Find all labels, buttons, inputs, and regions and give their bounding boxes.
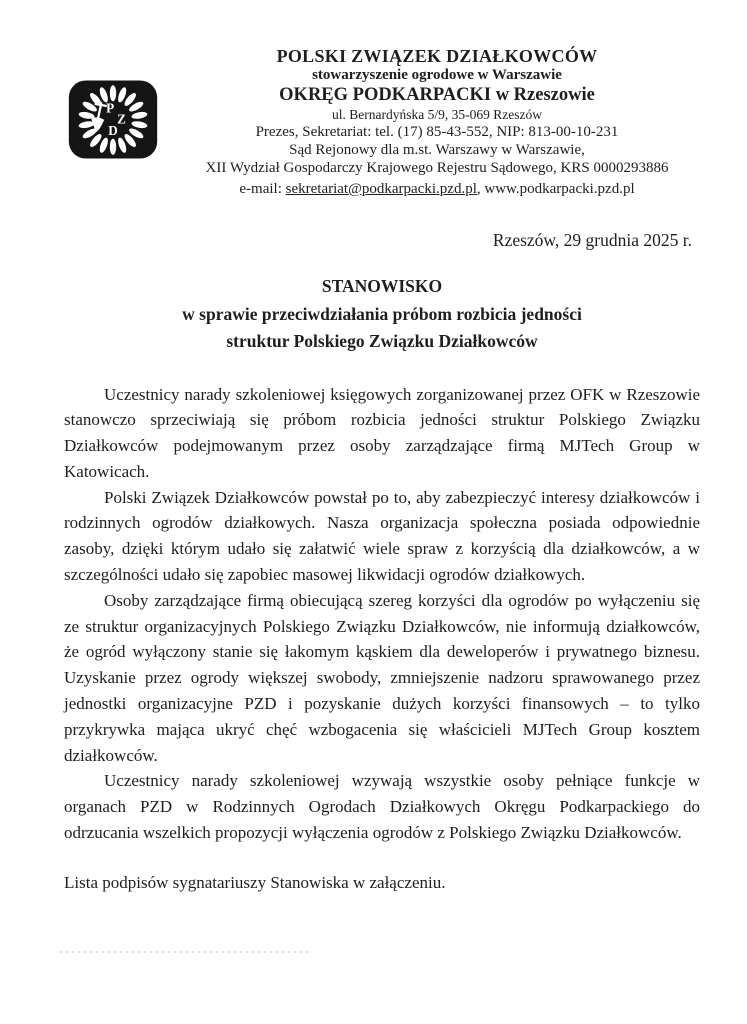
logo-letter-d: D [108, 123, 118, 139]
court-line-2: XII Wydział Gospodarczy Krajowego Rejestru Sądowego, KRS 0000293886 [205, 160, 669, 176]
title-line-3: struktur Polskiego Związku Działkowców [226, 331, 538, 351]
contact-line: Prezes, Sekretariat: tel. (17) 85-43-552, NIP: 813-00-10-231 [255, 124, 619, 140]
paragraph-2: Polski Związek Działkowców powstał po to, aby zabezpieczyć interesy działkowców i rodzinnych ogrodów działkowych. Nasza organizacja społeczna posiada odpowiednie zasoby, dzięki którym udało się załatwić wiele spraw z korzyścią dla działkowców, a w szczególności udało się zapobiec masowej likwidacji ogrodów działkowych. [64, 487, 700, 585]
paragraph-3: Osoby zarządzające firmą obiecującą szereg korzyści dla ogrodów po wyłączeniu się ze struktur organizacyjnych Polskiego Związku Działkowców, nie informują działkowców, że ogród wyłączony stanie się łakomym kąskiem dla deweloperów i prywatnego biznesu. Uzyskanie przez ogrody większej swobody, zmniejszenie nadzoru sprawowanego przez jednostki organizacyjne PZD i pozyskanie dużych korzyści finansowych – to tylko przykrywka mająca ukryć chęć wzbogacenia się właścicieli MJTech Group kosztem działkowców. [64, 590, 700, 765]
letterhead [64, 46, 700, 206]
document-title [64, 273, 700, 356]
website: , www.podkarpacki.pzd.pl [476, 181, 635, 197]
paragraph-1: Uczestnicy narady szkoleniowej księgowych zorganizowanej przez OFK w Rzeszowie stanowczo sprzeciwiają się próbom rozbicia jedności struktur Polskiego Związku Działkowców podejmowanym przez osoby zarządzające firmą MJTech Group w Katowicach. [64, 384, 700, 481]
org-name: POLSKI ZWIĄZEK DZIAŁKOWCÓW [276, 46, 598, 66]
address-line: ul. Bernardyńska 5/9, 35-069 Rzeszów [332, 107, 542, 122]
closing-line: Lista podpisów sygnatariuszy Stanowiska w załączeniu. [64, 872, 446, 892]
title-line-1: STANOWISKO [321, 276, 443, 296]
document-body [64, 382, 700, 846]
date-line: Rzeszów, 29 grudnia 2025 r. [492, 230, 692, 250]
logo-letter-z: Z [117, 111, 126, 127]
pzd-logo-icon [66, 76, 160, 164]
title-line-2: w sprawie przeciwdziałania próbom rozbicia jedności [182, 303, 582, 324]
branch-name: OKRĘG PODKARPACKI w Rzeszowie [279, 85, 595, 105]
letterhead-text [174, 46, 700, 199]
logo-letter-p: P [106, 100, 115, 116]
email-label: e-mail: [239, 181, 286, 197]
paragraph-4: Uczestnicy narady szkoleniowej wzywają wszystkie osoby pełniące funkcje w organach PZD w Rodzinnych Ogrodach Działkowych Okręgu Podkarpackiego do odrzucania wszelkich propozycji wyłączenia ogrodów z Polskiego Związku Działkowców. [64, 771, 700, 843]
email-line [174, 180, 700, 199]
scan-noise [60, 951, 310, 953]
org-type: stowarzyszenie ogrodowe w Warszawie [312, 67, 562, 83]
email-address: sekretariat@podkarpacki.pzd.pl [285, 181, 477, 197]
court-line-1: Sąd Rejonowy dla m.st. Warszawy w Warszawie, [289, 142, 585, 158]
